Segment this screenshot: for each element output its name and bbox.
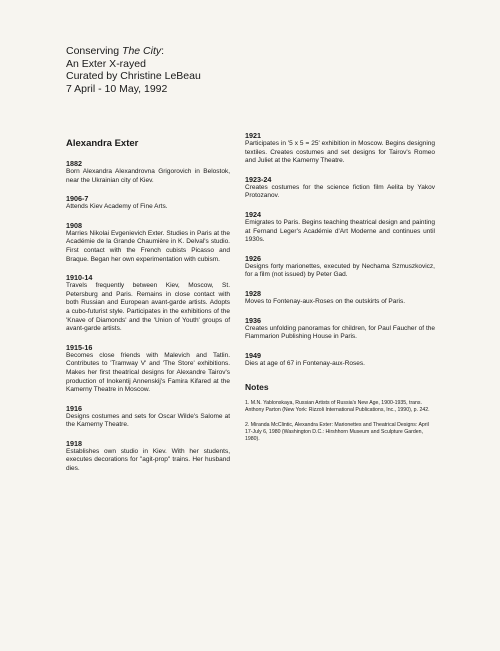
- chronology-entry: [245, 254, 435, 280]
- entry-year: 1928: [245, 288, 261, 298]
- entry-text: Establishes own studio in Kiev. With her students, executes decorations for "agit-prop" trains. Her husband dies.: [66, 447, 230, 473]
- chronology-entry: [66, 439, 230, 474]
- exhibition-subtitle: An Exter X-rayed: [66, 57, 146, 70]
- chronology-entry: [245, 210, 435, 245]
- entry-year: 1924: [245, 209, 261, 219]
- entry-year: 1906-7: [66, 194, 89, 204]
- entry-text: Creates unfolding panoramas for children, for Paul Faucher of the Flammarion Publishing House in Paris.: [245, 324, 435, 341]
- chronology-entry: [245, 131, 435, 166]
- entry-year: 1921: [245, 131, 261, 140]
- footnote: 2. Miranda McClintic, Alexandra Exter: Marionettes and Theatrical Designs: April 17-July 6, 1980 (Washington D.C.: Hirshhorn Museum and Sculpture Garden, 1980).: [245, 422, 429, 443]
- entry-text: Creates costumes for the science fiction film Aelita by Yakov Protozanov.: [245, 183, 435, 200]
- entry-year: 1916: [66, 403, 82, 413]
- chronology-entry: [245, 316, 435, 342]
- entry-text: Attends Kiev Academy of Fine Arts.: [66, 203, 168, 211]
- entry-year: 1923-24: [245, 174, 272, 184]
- chronology-entry: [66, 194, 230, 212]
- entry-year: 1882: [66, 159, 82, 168]
- entry-year: 1936: [245, 315, 261, 325]
- entry-year: 1918: [66, 438, 82, 448]
- entry-text: Travels frequently between Kiev, Moscow, St. Petersburg and Paris. Remains in close contact with both Russian and European avant-garde artists. Adopts a cubo-futurist style. Participates in the exhibitions of the 'Knave of Diamonds' and the 'Union of Youth' groups of avant-garde artists.: [66, 282, 230, 333]
- entry-year: 1926: [245, 253, 261, 263]
- chronology-entry: [245, 175, 435, 201]
- notes-heading: Notes: [245, 382, 269, 393]
- chronology-entry: [245, 289, 435, 307]
- entry-year: 1908: [66, 220, 82, 230]
- artist-name-heading: Alexandra Exter: [66, 138, 139, 149]
- exhibition-dates: 7 April - 10 May, 1992: [66, 82, 168, 95]
- chronology-right-column: [245, 131, 435, 451]
- entry-text: Moves to Fontenay-aux-Roses on the outskirts of Paris.: [245, 297, 406, 305]
- entry-text: Marries Nikolai Evgenievich Exter. Studies in Paris at the Académie de la Grande Chaumière in K. Delval's studio. First contact with the French cubists Picasso and Braque. Began her own experimentation with cubism.: [66, 229, 230, 263]
- footnote: 1. M.N. Yablonskaya, Russian Artists of Russia's New Age, 1900-1935, trans. Anthony Parton (New York: Rizzoli International Publications, Inc., 1990), p. 242.: [245, 400, 430, 414]
- exhibition-header: [66, 45, 201, 95]
- entry-year: 1915-16: [66, 342, 93, 352]
- entry-text: Designs forty marionettes, executed by Nechama Szmuszkovicz, for a film (not issued) by Peter Gad.: [245, 262, 435, 279]
- entry-year: 1949: [245, 350, 261, 360]
- chronology-entry: [66, 159, 230, 185]
- chronology-left-column: [66, 138, 230, 483]
- entry-text: Participates in '5 x 5 = 25' exhibition in Moscow. Begins designing textiles. Creates costumes and set designs for Tairov's Romeo and Juliet at the Kamerny Theatre.: [245, 140, 435, 165]
- entry-text: Born Alexandra Alexandrovna Grigorovich in Belostok, near the Ukrainian city of Kiev.: [66, 168, 230, 184]
- chronology-entry: [66, 343, 230, 395]
- entry-text: Emigrates to Paris. Begins teaching theatrical design and painting at Fernand Leger's Académie d'Art Moderne and continues until 1930s.: [245, 218, 435, 244]
- entry-text: Dies at age of 67 in Fontenay-aux-Roses.: [245, 359, 365, 367]
- chronology-entry: [66, 404, 230, 430]
- chronology-entry: [66, 273, 230, 334]
- chronology-entry: [245, 351, 435, 369]
- entry-text: Becomes close friends with Malevich and Tatlin. Contributes to 'Tramway V' and 'The Store' exhibitions. Makes her first theatrical designs for Alexandre Tairov's production of Inokentij Annenskij's Famira Kifared at the Kamerny Theatre in Moscow.: [66, 351, 230, 394]
- entry-year: 1910-14: [66, 273, 93, 283]
- entry-text: Designs costumes and sets for Oscar Wilde's Salome at the Kamerny Theatre.: [66, 412, 230, 429]
- exhibition-title: Conserving The City:: [66, 45, 165, 57]
- chronology-entry: [66, 221, 230, 264]
- curator-line: Curated by Christine LeBeau: [66, 70, 201, 82]
